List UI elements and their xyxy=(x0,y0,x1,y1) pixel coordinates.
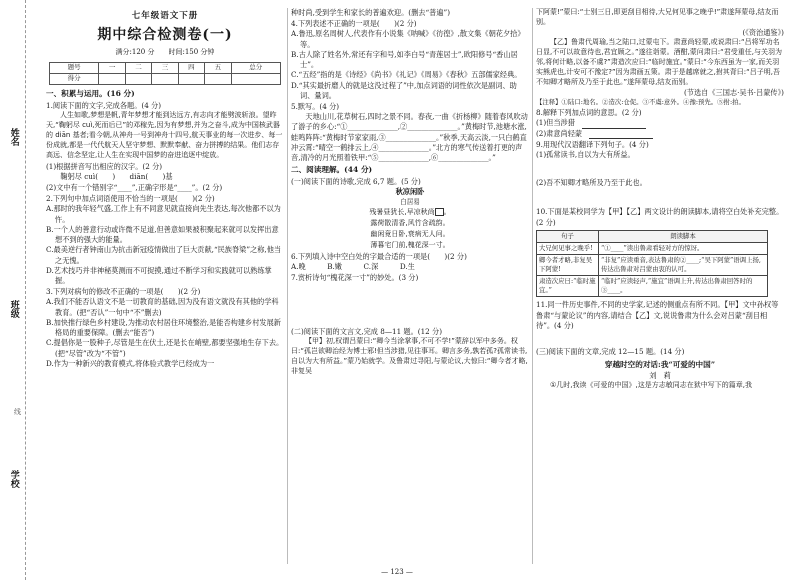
exam-meta: 满分:120 分 时间:150 分钟 xyxy=(115,47,215,56)
answer-space[interactable] xyxy=(291,283,529,327)
option-b[interactable]: B.一个人的善意行动或许微不足道,但善意如果被积聚起来就可以发挥出意想不到的强大的能量。 xyxy=(46,224,279,245)
table-cell[interactable]: “临时”应读轻声,“施宜”语调上升,传达出鲁肃回答时的③____。 xyxy=(599,276,768,297)
table-cell: 肃造次应曰:“临时施宜。” xyxy=(537,276,599,297)
poem-title: 秋凉闲卧 xyxy=(395,187,425,197)
poem-line: 薄暮宅门前,槐花深一寸。 xyxy=(370,240,450,249)
source-note: (节选自《三国志·吴书·吕蒙传》) xyxy=(683,87,784,97)
score-header-cell: 三 xyxy=(152,62,178,73)
option-a[interactable]: A.我们不能否认语文不是一切教育的基础,因为没有语文就没有其他的学科教育。(把“否认”一句中“不”删去) xyxy=(46,297,279,317)
question-stem: 10.下面是某校同学为【甲】【乙】两文设计的朗读脚本,请将空白处补充完整。(2 分) xyxy=(536,207,784,227)
cut-line-label: 线 xyxy=(14,408,21,416)
passage: 人生如歌,梦想是帆,青年梦想才能到达远方,有志向才能劈波斩浪。望昨天,“鞠躬尽 cuì,死而后已”的邓稼先,因为有梦想,并为之奋斗,成为中国核武器的 diān 基者;看今朝,从神舟一号到神舟十四号,航天事业的每一次进步、每一份成就,都是一代代航天人坚守梦想、默默奉献、奋力拼搏的结果。他们志存高远、信念坚定,让人生在实现中国梦的奋进追逐中绽放。 xyxy=(46,110,283,159)
score-header-cell: 题号 xyxy=(50,62,99,73)
annotation-note: 【注释】①陆口:地名。②造次:仓促。③不虞:意外。④豫:预先。⑤拊:拍。 xyxy=(536,98,745,106)
score-cell[interactable] xyxy=(231,73,280,84)
poem-line-text: 残暑昼犹长,早凉秋尚 xyxy=(369,207,435,216)
option-c[interactable]: C.“五经”指的是《诗经》《尚书》《礼记》《周易》《春秋》五部儒家经典。 xyxy=(291,70,522,80)
score-header-cell: 二 xyxy=(125,62,151,73)
reading-script-table xyxy=(536,230,768,298)
score-header-cell: 总分 xyxy=(231,62,280,73)
subsection-heading: (三)阅读下面的文章,完成 12—15 题。(14 分) xyxy=(536,347,685,357)
table-cell: 大兄何见事之晚乎! xyxy=(537,242,599,254)
classical-passage: 下阿蒙!”蒙曰:“士别三日,即更刮目相待,大兄何见事之晚乎!”肃遂拜蒙母,结友而别。 xyxy=(536,8,779,26)
question-stem: 9.用现代汉语翻译下列句子。(4 分) xyxy=(536,139,649,149)
option-b[interactable]: B.加快推行绿色乡村建设,为推动农村居住环境整治,是能否构建乡村发展新格局的重要保障。(删去“能否”) xyxy=(46,317,281,338)
option-c[interactable]: C.提倡你是一股种子,尽管是生在伏土,还是长在峭壁,都要坚强地生存下去。(把“尽管”改为“不管”) xyxy=(46,338,284,358)
table-header: 句子 xyxy=(537,230,599,242)
blank-box[interactable] xyxy=(435,208,444,216)
poem-line: 幽闲竟日卧,衰病无人问。 xyxy=(370,229,450,238)
options-row[interactable]: A.晚 B.嫩 C.深 D.生 xyxy=(291,261,415,271)
question-stem: 4.下列表述不正确的一项是( )(2 分) xyxy=(291,19,417,29)
score-row-label: 得分 xyxy=(50,73,99,84)
table-header: 朗读脚本 xyxy=(599,230,768,242)
score-cell[interactable] xyxy=(99,73,125,84)
question-stem: 11.同一件历史事件,不同的史学家,记述的侧重点有所不同。【甲】文中孙权等鲁肃“与蒙论议”的内容,请结合【乙】文,说说鲁肃为什么会对吕蒙“刮目相待”。(4 分) xyxy=(536,300,779,330)
option-c[interactable]: C.最美逆行者钟南山为抗击新冠疫情做出了巨大贡献,“民族脊梁”之称,他当之无愧。 xyxy=(46,245,282,265)
score-cell[interactable] xyxy=(152,73,178,84)
answer-line[interactable]: 鞠躬尽 cuì( ) diān( )基 xyxy=(60,171,173,181)
question-stem: 8.解释下列加点词的意思。(2 分) xyxy=(536,108,642,118)
column-3 xyxy=(536,8,784,564)
column-1 xyxy=(46,8,284,564)
question-stem: 1.阅读下面的文字,完成各题。(4 分) xyxy=(46,100,162,110)
class-label: 班级 xyxy=(8,300,19,318)
section-heading: 一、积累与运用。(16 分) xyxy=(46,88,135,98)
question-stem: 2.下列句中加点词语使用不恰当的一项是( )(2 分) xyxy=(46,194,215,204)
dictation-passage[interactable]: 天地山川,花草树石,四时之景不同。春夜,一曲《折杨柳》随着春风吹动了游子的乡心:“①______________,②______________。”黄梅时节,池塘水涨,蛙鸣阵阵:“黄梅时节家家雨,③______________。”秋季,天高云淡,一只白鹤直冲云霄:“晴空一鹤排云上,④______________。”北方的寒气传送着打更的声音,清冷的月光照着铁甲:“⑤______________,⑥______________。” xyxy=(291,112,528,163)
subsection-heading: (一)阅读下面的诗歌,完成 6,7 题。(5 分) xyxy=(291,177,421,187)
answer-space[interactable] xyxy=(536,331,784,347)
table-row xyxy=(537,276,768,297)
page-title: 期中综合检测卷(一) xyxy=(97,27,233,44)
score-header-cell: 四 xyxy=(178,62,204,73)
name-label: 姓名 xyxy=(8,128,19,146)
score-header-cell: 一 xyxy=(99,62,125,73)
question-stem: 3.下列对病句的修改不正确的一项是( )(2 分) xyxy=(46,287,201,297)
table-cell[interactable]: “非复”应读重音,表达鲁肃的②____;“吴下阿蒙”语调上扬,传达出鲁肃对吕蒙由衷的认可。 xyxy=(599,255,768,276)
article-paragraph: ①几时,我读《可爱的中国》,这是方志敏同志在狱中写下的篇章,我 xyxy=(550,381,752,390)
table-row xyxy=(537,242,768,254)
option-d[interactable]: D.“其实最折磨人的就是这没过程了”中,加点词语的词性依次是副词、助词、量词。 xyxy=(291,80,517,100)
option-a[interactable]: A.鲁迅,原名周树人,代表作有小说集《呐喊》《彷徨》,散文集《朝花夕拾》等。 xyxy=(291,29,525,49)
column-divider xyxy=(532,8,533,564)
answer-blank[interactable] xyxy=(589,132,653,139)
continued-text: 种时尚,受到学生和家长的普遍欢迎。(删去“普遍”) xyxy=(291,8,450,17)
question-stem: (1)根据拼音写出相应的汉字。(2 分) xyxy=(46,161,163,171)
question-stem: (2)文中有一个错别字“____”,正确字形是“____”。(2 分) xyxy=(46,183,223,192)
score-table xyxy=(49,62,281,85)
poem-author: 白居易 xyxy=(400,197,420,206)
column-divider xyxy=(287,8,288,564)
question-stem: 6.下列填入诗中空白处的字最合适的一项是( )(2 分) xyxy=(291,251,467,261)
score-header-cell: 五 xyxy=(205,62,231,73)
poem-line: 露荷散清香,风竹含疏韵。 xyxy=(370,218,450,227)
question-stem: 5.默写。(4 分) xyxy=(291,101,340,111)
table-row xyxy=(537,255,768,276)
article-title: 穿越时空的对话:我“可爱的中国” xyxy=(604,360,716,370)
sub-question: (1)孤常读书,自以为大有所益。 xyxy=(536,149,635,159)
option-d[interactable]: D.艺术技巧并非神秘莫测而不可捉摸,通过不断学习和实践就可以熟练掌握。 xyxy=(46,265,272,285)
page-number: — 123 — xyxy=(381,568,413,577)
section-heading: 二、阅读理解。(44 分) xyxy=(291,165,373,175)
answer-space[interactable] xyxy=(536,188,784,206)
table-cell[interactable]: “①____”读出鲁肃看轻对方的惊讶。 xyxy=(599,242,768,254)
score-cell[interactable] xyxy=(125,73,151,84)
classical-passage: 【甲】初,权谓吕蒙曰:“卿今当涂掌事,不可不学!”蒙辞以军中多务。权曰:“孤岂欲卿治经为博士邪!但当涉猎,见往事耳。卿言多务,孰若孤?孤常读书,自以为大有所益。”蒙乃始就学。及鲁肃过寻阳,与蒙论议,大惊曰:“卿今者才略,非复吴 xyxy=(291,337,528,376)
sub-question-text: (1)但当涉猎 xyxy=(536,118,575,128)
sub-question xyxy=(536,118,784,128)
sub-question: (2)吾不知卿才略所及乃至于此也。 xyxy=(536,178,647,188)
source-note: (《资治通鉴》) xyxy=(742,27,784,37)
score-cell[interactable] xyxy=(178,73,204,84)
article-author: 刘 莉 xyxy=(649,371,671,381)
option-d[interactable]: D.作为一种新兴的教育模式,将体验式教学已经成为一 xyxy=(46,358,215,368)
binding-margin xyxy=(0,0,26,580)
option-a[interactable]: A.那时的我年轻气盛,工作上有不同意见就直接向先生表达,每次他都不以为忤。 xyxy=(46,204,281,224)
question-stem: 7.赏析诗句“槐花深一寸”的妙处。(3 分) xyxy=(291,273,419,283)
subsection-heading: (二)阅读下面的文言文,完成 8—11 题。(12 分) xyxy=(291,327,443,337)
poem-line: 残暑昼犹长,早凉秋尚 。 xyxy=(369,207,451,216)
answer-space[interactable] xyxy=(536,160,784,178)
classical-passage: 【乙】鲁肃代周瑜,当之陆口,过蒙屯下。肃意尚轻蒙,或说肃曰:“吕将军功名日显,不可以故意待也,君宜顾之。”遂往诣蒙。酒酣,蒙问肃曰:“君受重任,与关羽为邻,将何计略,以备不虞?”肃造次应曰:“临时施宜。”蒙曰:“今东西虽为一家,而关羽实熊虎也,计安可不豫定?”因为肃画五策。肃于是越席就之,拊其背曰:“吕子明,吾不知卿才略所及乃至于此也。”遂拜蒙母,结友而别。 xyxy=(536,38,783,86)
answer-blank[interactable] xyxy=(582,122,646,129)
column-2 xyxy=(291,8,529,564)
option-b[interactable]: B.古人除了姓名外,常还有字和号,如李白号“青莲居士”,欧阳修号“香山居士”。 xyxy=(291,49,518,70)
table-cell: 卿今者才略,非复吴下阿蒙! xyxy=(537,255,599,276)
school-label: 学校 xyxy=(8,470,19,488)
sub-question xyxy=(536,129,784,139)
grade-label: 七年级语文下册 xyxy=(131,11,199,21)
score-cell[interactable] xyxy=(205,73,231,84)
sub-question-text: (2)肃意尚轻蒙 xyxy=(536,128,583,138)
